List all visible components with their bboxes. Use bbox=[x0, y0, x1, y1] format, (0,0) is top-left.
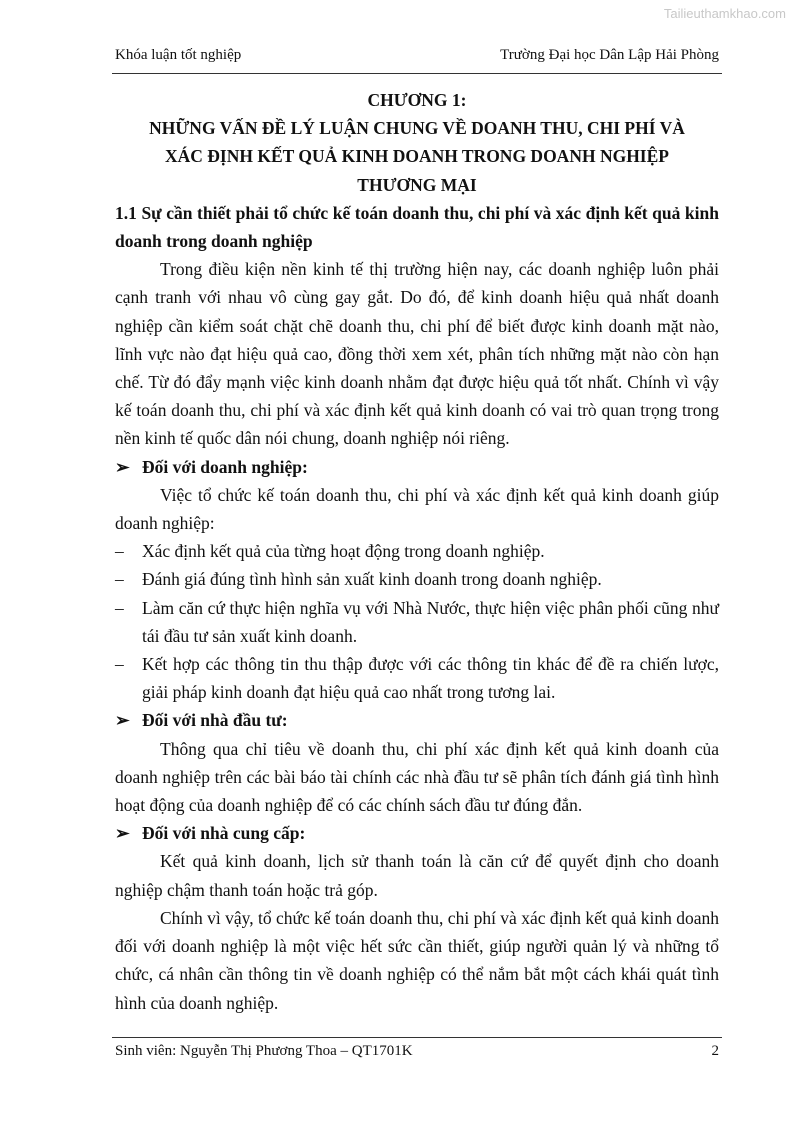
chapter-number: CHƯƠNG 1: bbox=[367, 90, 467, 110]
enterprise-heading bbox=[115, 453, 719, 481]
list-item-text: Xác định kết quả của từng hoạt động trong doanh nghiệp. bbox=[142, 541, 545, 562]
supplier-heading-text: Đối với nhà cung cấp: bbox=[142, 823, 306, 844]
page-footer bbox=[115, 1043, 719, 1060]
investor-paragraph: Thông qua chỉ tiêu về doanh thu, chi phí xác định kết quả kinh doanh của doanh nghiệp trên các bài báo tài chính các nhà đầu tư sẽ phân tích đánh giá tình hình hoạt động của doanh nghiệp để có các chính sách đầu tư đúng đắn. bbox=[115, 738, 719, 816]
page-number: 2 bbox=[711, 1043, 719, 1059]
list-item bbox=[115, 565, 719, 593]
list-item-text: Làm căn cứ thực hiện nghĩa vụ với Nhà Nước, thực hiện việc phân phối cũng như tái đầu tư sản xuất kinh doanh. bbox=[142, 597, 719, 646]
header-divider bbox=[112, 73, 722, 74]
chapter-title-line-3: THƯƠNG MẠI bbox=[357, 174, 477, 195]
arrow-bullet-icon: ➢ bbox=[115, 823, 130, 844]
header-right: Trường Đại học Dân Lập Hải Phòng bbox=[500, 47, 719, 63]
header-left: Khóa luận tốt nghiệp bbox=[115, 47, 242, 63]
list-item bbox=[115, 594, 719, 650]
dash-bullet-icon: – bbox=[115, 654, 124, 675]
conclusion-paragraph: Chính vì vậy, tổ chức kế toán doanh thu, chi phí và xác định kết quả kinh doanh đối với doanh nghiệp là một việc hết sức cần thiết, giúp người quản lý và những tổ chức, cá nhân cần thông tin về doanh nghiệp có thể nắm bắt một cách khái quát tình hình của doanh nghiệp. bbox=[115, 907, 719, 1013]
list-item bbox=[115, 537, 719, 565]
arrow-bullet-icon: ➢ bbox=[115, 710, 130, 731]
dash-bullet-icon: – bbox=[115, 597, 124, 618]
section-intro-paragraph: Trong điều kiện nền kinh tế thị trường hiện nay, các doanh nghiệp luôn phải cạnh tranh với nhau vô cùng gay gắt. Do đó, để kinh doanh hiệu quả nhất doanh nghiệp cần kiểm soát chặt chẽ doanh thu, chi phí để biết được kinh doanh mặt nào, lĩnh vực nào đạt hiệu quả cao, đồng thời xem xét, phân tích những mặt nào còn hạn chế. Từ đó đẩy mạnh việc kinh doanh nhằm đạt được hiệu quả tốt nhất. Chính vì vậy kế toán doanh thu, chi phí và xác định kết quả kinh doanh có vai trò quan trọng trong nền kinh tế quốc dân nói chung, doanh nghiệp nói riêng. bbox=[115, 259, 719, 449]
dash-bullet-icon: – bbox=[115, 541, 124, 562]
list-item-text: Kết hợp các thông tin thu thập được với các thông tin khác để đề ra chiến lược, giải pháp kinh doanh đạt hiệu quả cao nhất trong tương lai. bbox=[142, 654, 719, 703]
page-header bbox=[115, 47, 719, 64]
page-body bbox=[115, 86, 719, 1017]
chapter-title-line-1: NHỮNG VẤN ĐỀ LÝ LUẬN CHUNG VỀ DOANH THU, CHI PHÍ VÀ bbox=[149, 118, 685, 139]
investor-heading bbox=[115, 706, 719, 734]
supplier-paragraph: Kết quả kinh doanh, lịch sử thanh toán là căn cứ để quyết định cho doanh nghiệp chậm thanh toán hoặc trả góp. bbox=[115, 851, 719, 900]
list-item bbox=[115, 650, 719, 706]
chapter-title-line-2: XÁC ĐỊNH KẾT QUẢ KINH DOANH TRONG DOANH NGHIỆP bbox=[165, 146, 669, 167]
supplier-heading bbox=[115, 819, 719, 847]
arrow-bullet-icon: ➢ bbox=[115, 456, 130, 477]
footer-student: Sinh viên: Nguyễn Thị Phương Thoa – QT1701K bbox=[115, 1043, 413, 1059]
enterprise-heading-text: Đối với doanh nghiệp: bbox=[142, 456, 308, 477]
list-item-text: Đánh giá đúng tình hình sản xuất kinh doanh trong doanh nghiệp. bbox=[142, 569, 602, 590]
footer-divider bbox=[112, 1037, 722, 1038]
dash-bullet-icon: – bbox=[115, 569, 124, 590]
investor-heading-text: Đối với nhà đầu tư: bbox=[142, 710, 288, 731]
enterprise-intro: Việc tổ chức kế toán doanh thu, chi phí và xác định kết quả kinh doanh giúp doanh nghiệp: bbox=[115, 484, 719, 534]
watermark: Tailieuthamkhao.com bbox=[663, 6, 786, 21]
section-title: 1.1 Sự cần thiết phải tổ chức kế toán doanh thu, chi phí và xác định kết quả kinh doanh trong doanh nghiệp bbox=[115, 202, 719, 252]
